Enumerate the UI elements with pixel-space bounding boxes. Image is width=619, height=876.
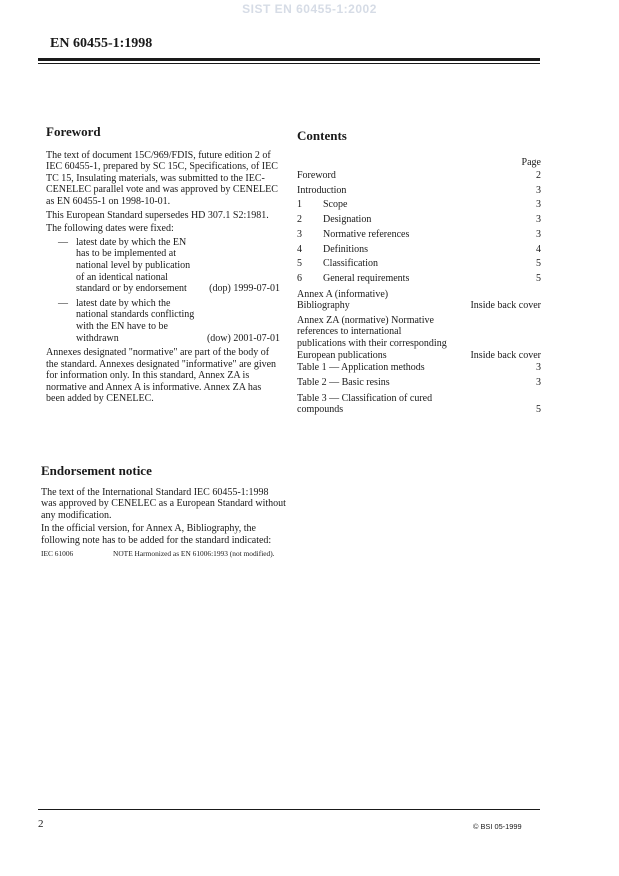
toc-row[interactable]: [297, 272, 541, 287]
toc-page: 3: [536, 199, 541, 211]
foreword-para-3: Annexes designated "normative" are part of the body of the standard. Annexes designated "informative" are given for information only. In this standard, Annex ZA is normative and Annex A is informative. Annex ZA has been added by CENELEC.: [46, 347, 277, 405]
page-column-header: Page: [521, 157, 541, 168]
toc-page: 5: [536, 258, 541, 270]
toc-label: Introduction: [297, 184, 347, 196]
note-text: NOTE Harmonized as EN 61006:1993 (not modified).: [113, 548, 275, 558]
toc-table-row[interactable]: [297, 376, 541, 391]
date-item-text: latest date by which the EN has to be implemented at national level by publication of an identical national standard or by endorsement: [76, 236, 191, 295]
toc-label: Annex ZA (normative) Normative references to international publications with their corresponding European publications: [297, 314, 447, 361]
toc-label: General requirements: [323, 272, 410, 284]
date-item-dow: [46, 298, 282, 344]
toc-row[interactable]: [297, 184, 541, 199]
toc-number: 1: [297, 199, 302, 211]
toc-page: 3: [536, 376, 541, 388]
foreword-para-1: The text of document 15C/969/FDIS, future edition 2 of IEC 60455-1, prepared by SC 15C, Specifications, of IEC TC 15, Insulating materials, was submitted to the IEC-CENELEC parallel vote and was approved by CENELEC as EN 60455-1 on 1998-10-01.: [46, 149, 278, 207]
date-item-code: (dop) 1999-07-01: [209, 283, 280, 295]
toc-annex-za[interactable]: [297, 315, 541, 361]
toc-page: 4: [536, 243, 541, 255]
date-item-code: (dow) 2001-07-01: [206, 332, 280, 344]
toc-label: Foreword: [297, 170, 336, 181]
endorsement-para-2: In the official version, for Annex A, Bibliography, the following note has to be added for the standard indicated:: [41, 523, 272, 546]
harmonization-note: [41, 549, 286, 558]
toc-label: Table 1 — Application methods: [297, 362, 425, 374]
toc-row[interactable]: [297, 257, 541, 272]
page-number: 2: [38, 818, 44, 830]
toc-label: Table 3 — Classification of cured compounds: [297, 392, 433, 416]
toc-page: 5: [536, 272, 541, 284]
toc-row[interactable]: [297, 243, 541, 258]
toc-number: 2: [297, 214, 302, 226]
contents-section: [297, 128, 541, 416]
foreword-title: Foreword: [46, 124, 101, 139]
toc-label: Definitions: [323, 243, 368, 255]
toc-row[interactable]: [297, 169, 541, 184]
endorsement-title: Endorsement notice: [41, 463, 152, 478]
toc-label: Annex A (informative) Bibliography: [297, 288, 389, 312]
toc-row[interactable]: [297, 198, 541, 213]
dates-list: [46, 237, 282, 344]
contents-title: Contents: [297, 128, 347, 143]
footer-rule: [38, 809, 540, 810]
note-standard: IEC 61006: [41, 548, 74, 558]
date-item-dop: [46, 237, 282, 295]
toc-label: Designation: [323, 214, 372, 226]
toc-page: Inside back cover: [470, 349, 541, 361]
foreword-section: [46, 126, 282, 407]
toc-page: 3: [536, 228, 541, 240]
toc-annex-a[interactable]: [297, 289, 541, 312]
copyright: © BSI 05-1999: [473, 822, 522, 831]
endorsement-section: [41, 465, 286, 558]
toc-page: 5: [536, 404, 541, 416]
date-item-text: latest date by which the national standards conflicting with the EN have to be withdrawn: [76, 297, 195, 344]
toc-page: 2: [536, 170, 541, 181]
toc-page: 3: [536, 214, 541, 226]
toc-label: Table 2 — Basic resins: [297, 376, 390, 388]
toc-label: Scope: [323, 199, 348, 211]
toc-label: Classification: [323, 258, 378, 270]
document-id: EN 60455-1:1998: [50, 36, 153, 51]
watermark: SIST EN 60455-1:2002: [242, 2, 377, 16]
toc-number: 4: [297, 243, 302, 255]
toc-page: Inside back cover: [470, 300, 541, 312]
toc-row[interactable]: [297, 213, 541, 228]
dash: —: [58, 236, 68, 248]
toc-number: 6: [297, 272, 302, 284]
dash: —: [58, 297, 68, 309]
header-rule-thin: [38, 63, 540, 64]
toc-page: 3: [536, 184, 541, 196]
toc-number: 5: [297, 258, 302, 270]
toc-label: Normative references: [323, 228, 410, 240]
toc-table-row[interactable]: [297, 393, 541, 416]
toc-page: 3: [536, 362, 541, 374]
toc-table-row[interactable]: [297, 361, 541, 376]
foreword-para-2: This European Standard supersedes HD 307.1 S2:1981.: [46, 209, 269, 221]
header-rule-thick: [38, 58, 540, 61]
toc-row[interactable]: [297, 228, 541, 243]
endorsement-para-1: The text of the International Standard IEC 60455-1:1998 was approved by CENELEC as a European Standard without any modification.: [41, 486, 286, 521]
foreword-dates-intro: The following dates were fixed:: [46, 223, 174, 235]
toc-number: 3: [297, 228, 302, 240]
